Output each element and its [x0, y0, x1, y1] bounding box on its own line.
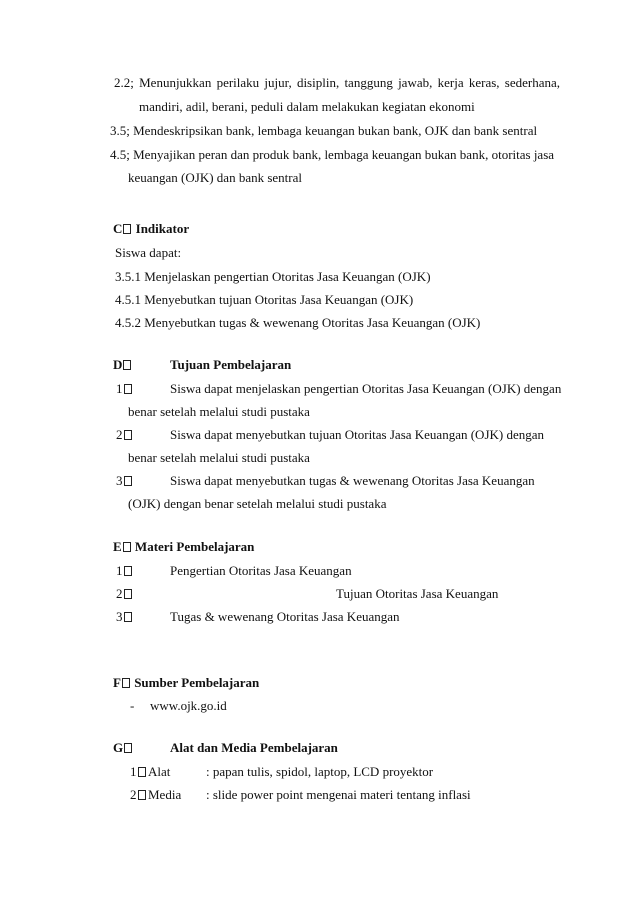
sumber-heading: [113, 675, 259, 691]
tujuan-heading: [113, 357, 132, 373]
alat-num: 2: [130, 787, 147, 803]
missing-glyph-icon: [124, 430, 132, 440]
missing-glyph-icon: [124, 589, 132, 599]
alat-value: : papan tulis, spidol, laptop, LCD proyektor: [206, 764, 434, 779]
tujuan-num: 1: [116, 381, 133, 397]
list-dash: -: [130, 698, 135, 713]
indikator-heading: [113, 221, 189, 237]
kd-line-4-5: 4.5; Menyajikan peran dan produk bank, lembaga keuangan bukan bank, otoritas jasa: [110, 147, 555, 162]
missing-glyph-icon: [124, 743, 132, 753]
kd-line-4-5-cont: keuangan (OJK) dan bank sentral: [128, 170, 302, 185]
kd-line-2-2-cont: mandiri, adil, berani, peduli dalam melakukan kegiatan ekonomi: [139, 99, 475, 114]
kd-line-3-5: 3.5; Mendeskripsikan bank, lembaga keuangan bukan bank, OJK dan bank sentral: [110, 123, 538, 138]
section-letter: G: [113, 740, 124, 755]
tujuan-item-line: benar setelah melalui studi pustaka: [128, 450, 310, 465]
materi-item: Tujuan Otoritas Jasa Keuangan: [336, 586, 499, 601]
kd-line-2-2: 2.2; Menunjukkan perilaku jujur, disiplin, tanggung jawab, kerja keras, sederhana,: [114, 75, 560, 90]
tujuan-title: Tujuan Pembelajaran: [170, 357, 292, 372]
sumber-link: www.ojk.go.id: [150, 698, 227, 713]
missing-glyph-icon: [124, 476, 132, 486]
tujuan-item-line: (OJK) dengan benar setelah melalui studi pustaka: [128, 496, 387, 511]
section-title: Indikator: [135, 221, 190, 236]
indikator-item: 4.5.1 Menyebutkan tujuan Otoritas Jasa Keuangan (OJK): [115, 292, 414, 307]
alat-heading: [113, 740, 133, 756]
section-letter: D: [113, 357, 123, 372]
section-title: Materi Pembelajaran: [134, 539, 255, 554]
indikator-item: 4.5.2 Menyebutkan tugas & wewenang Otoritas Jasa Keuangan (OJK): [115, 315, 481, 330]
missing-glyph-icon: [138, 767, 146, 777]
materi-item: Tugas & wewenang Otoritas Jasa Keuangan: [170, 609, 400, 624]
missing-glyph-icon: [124, 612, 132, 622]
section-letter: E: [113, 539, 122, 554]
missing-glyph-icon: [123, 224, 131, 234]
materi-heading: [113, 539, 254, 555]
missing-glyph-icon: [124, 384, 132, 394]
missing-glyph-icon: [124, 566, 132, 576]
missing-glyph-icon: [123, 360, 131, 370]
tujuan-item-line: benar setelah melalui studi pustaka: [128, 404, 310, 419]
materi-num: 1: [116, 563, 133, 579]
alat-value: : slide power point mengenai materi tentang inflasi: [206, 787, 471, 802]
section-letter: C: [113, 221, 123, 236]
alat-label: Alat: [148, 764, 171, 779]
section-letter: F: [113, 675, 121, 690]
tujuan-num: 2: [116, 427, 133, 443]
indikator-intro: Siswa dapat:: [115, 245, 182, 260]
alat-num: 1: [130, 764, 147, 780]
materi-item: Pengertian Otoritas Jasa Keuangan: [170, 563, 352, 578]
tujuan-item-line: Siswa dapat menjelaskan pengertian Otoritas Jasa Keuangan (OJK) dengan: [170, 381, 562, 396]
alat-label: Media: [148, 787, 182, 802]
materi-num: 2: [116, 586, 133, 602]
alat-title: Alat dan Media Pembelajaran: [170, 740, 338, 755]
missing-glyph-icon: [138, 790, 146, 800]
indikator-item: 3.5.1 Menjelaskan pengertian Otoritas Jasa Keuangan (OJK): [115, 269, 431, 284]
tujuan-num: 3: [116, 473, 133, 489]
missing-glyph-icon: [122, 678, 130, 688]
tujuan-item-line: Siswa dapat menyebutkan tugas & wewenang Otoritas Jasa Keuangan: [170, 473, 535, 488]
missing-glyph-icon: [123, 542, 131, 552]
section-title: Sumber Pembelajaran: [134, 675, 260, 690]
tujuan-item-line: Siswa dapat menyebutkan tujuan Otoritas Jasa Keuangan (OJK) dengan: [170, 427, 545, 442]
materi-num: 3: [116, 609, 133, 625]
